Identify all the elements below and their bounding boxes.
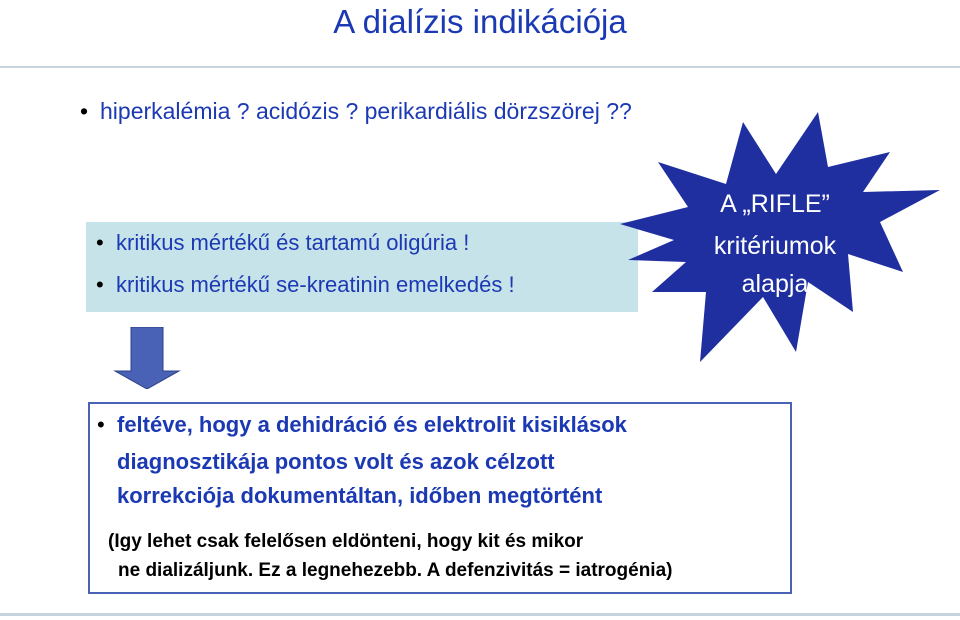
note-line-1: (Igy lehet csak felelősen eldönteni, hogy kit és mikor (108, 531, 584, 552)
bullet-dot: • (97, 412, 105, 437)
bottom-divider (0, 613, 960, 616)
first-bullet-text: hiperkalémia ? acidózis ? perikardiális dörzszörej ?? (100, 98, 632, 124)
callout-line-2: kritériumok (713, 232, 837, 260)
title-divider (0, 66, 960, 68)
condition-line-1: feltéve, hogy a dehidráció és elektrolit kisiklások (117, 412, 627, 437)
condition-line-3: korrekciója dokumentáltan, időben megtörtént (117, 483, 603, 508)
bullet-dot: • (96, 272, 104, 297)
criteria-item-oliguria (96, 228, 469, 258)
bullet-dot: • (96, 230, 104, 255)
callout-line-3: alapja (741, 270, 809, 298)
bullet-dot: • (80, 98, 89, 124)
criteria-item-text: kritikus mértékű se-kreatinin emelkedés ! (116, 272, 515, 297)
slide-title: A dialízis indikációja (333, 3, 627, 40)
callout-line-1: A „RIFLE” (720, 190, 830, 218)
condition-line-2: diagnosztikája pontos volt és azok célzott (117, 449, 555, 474)
criteria-item-text: kritikus mértékű és tartamú oligúria ! (116, 230, 470, 255)
first-bullet (80, 94, 632, 128)
down-arrow-icon (113, 327, 181, 389)
note-line-2: ne dializáljunk. Ez a legnehezebb. A defenzivitás = iatrogénia) (118, 560, 673, 581)
criteria-item-creatinine (96, 270, 515, 300)
